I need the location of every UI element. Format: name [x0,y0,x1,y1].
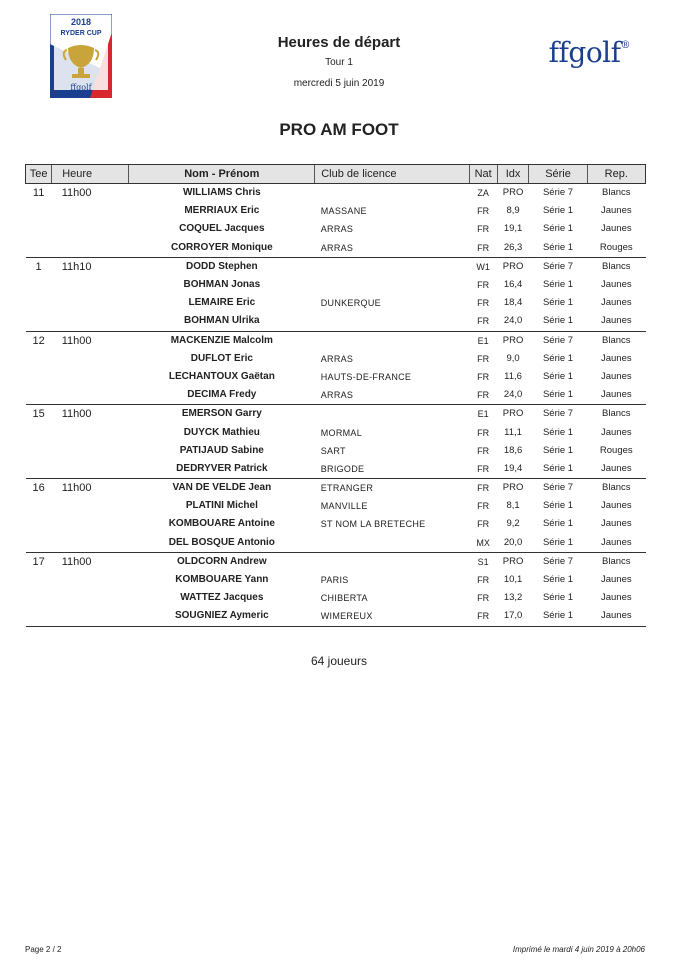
cell-rep: Blancs [587,552,645,571]
cell-heure: 11h00 [52,479,129,498]
cell-serie: Série 1 [542,500,574,512]
cell-tee [26,571,52,589]
cell-club: HAUTS-DE-FRANCE [320,371,412,382]
registered-icon: ® [620,40,630,51]
ffgolf-logo [549,36,630,69]
cell-heure [52,239,129,258]
cell-serie: Série 7 [529,184,587,203]
cell-club [315,331,469,350]
cell-nat: FR [477,316,490,327]
cell-nat: FR [469,479,497,498]
cell-serie: Série 1 [542,592,574,604]
cell-idx: 9,2 [506,518,520,530]
cell-heure [52,515,129,533]
cell-name: BOHMAN Jonas [183,279,261,291]
table-row [26,368,646,386]
cell-name: VAN DE VELDE Jean [129,479,315,498]
cell-heure [52,202,129,220]
cell-serie: Série 1 [542,297,574,309]
cell-club: WIMEREUX [315,607,469,626]
cell-idx: 20,0 [503,536,523,548]
cell-rep: Rouges [599,444,633,456]
cell-club [315,184,469,203]
cell-name: DODD Stephen [129,257,315,276]
table-row [26,552,646,571]
cell-club: ARRAS [320,242,354,253]
cell-serie: Série 1 [542,389,574,401]
cell-name: PLATINI Michel [185,500,258,512]
cell-idx: 18,4 [503,297,523,309]
cell-serie: Série 1 [542,241,574,253]
cell-nat: FR [477,427,490,438]
cell-name: KOMBOUARE Yann [175,574,269,586]
table-row [26,331,646,350]
cell-serie: Série 1 [542,462,574,474]
cell-idx: 8,9 [506,205,520,217]
cell-nat: E1 [469,405,497,424]
logo-event: RYDER CUP [60,30,102,37]
cell-serie: Série 7 [529,479,587,498]
cell-idx: 19,1 [503,223,523,235]
cell-rep: Blancs [587,405,645,424]
cell-nat: FR [477,593,490,604]
cell-serie: Série 1 [542,370,574,382]
cell-rep: Jaunes [600,205,632,217]
cell-rep: Blancs [587,479,645,498]
cell-name: BOHMAN Ulrika [184,315,260,327]
cell-nat: FR [477,206,490,217]
cell-nat: FR [477,501,490,512]
cell-name: LEMAIRE Eric [188,297,256,309]
cell-nat: FR [477,242,490,253]
cell-name: PATIJAUD Sabine [179,444,264,456]
cell-rep: Jaunes [600,574,632,586]
cell-nat: FR [477,371,490,382]
cell-heure [52,534,129,553]
col-header-rep: Rep. [587,165,645,184]
cell-tee: 15 [26,405,52,424]
cell-nat: FR [477,575,490,586]
cell-serie: Série 7 [529,552,587,571]
col-header-heure: Heure [52,165,129,184]
cell-heure [52,368,129,386]
cell-club: ETRANGER [315,479,469,498]
cell-nat: FR [469,607,497,626]
cell-idx: 26,3 [503,241,523,253]
cell-idx: PRO [497,331,529,350]
cell-tee [26,607,52,626]
cell-tee [26,515,52,533]
cell-nat: W1 [469,257,497,276]
start-times-table [25,164,646,627]
cell-name: WILLIAMS Chris [129,184,315,203]
cell-rep: Jaunes [600,352,632,364]
cell-club [315,405,469,424]
cell-tee [26,276,52,294]
cell-serie: Série 7 [529,257,587,276]
cell-heure: 11h00 [52,552,129,571]
logo-year: 2018 [70,17,92,27]
cell-serie: Série 1 [529,607,587,626]
cell-club: MASSANE [320,206,367,217]
cell-serie: Série 1 [542,426,574,438]
cell-name: MERRIAUX Eric [184,205,260,217]
cell-tee: 11 [26,184,52,203]
player-total: 64 joueurs [310,654,368,668]
cell-serie: Série 1 [542,444,574,456]
cell-name: MACKENZIE Malcolm [129,331,315,350]
cell-club [315,534,469,553]
table-row [26,589,646,607]
cell-heure: 11h00 [52,405,129,424]
col-header-tee: Tee [26,165,52,184]
cell-rep: Rouges [599,241,633,253]
cell-rep: Jaunes [600,223,632,235]
cell-serie: Série 1 [542,279,574,291]
cell-club: BRIGODE [320,463,365,474]
cell-heure: 11h00 [52,184,129,203]
cell-idx: 9,0 [506,352,520,364]
cell-serie: Série 1 [542,574,574,586]
page-title: Heures de départ [277,34,401,51]
col-header-idx: Idx [497,165,529,184]
col-header-name: Nom - Prénom [129,165,315,184]
table-row [26,312,646,331]
cell-heure [52,607,129,626]
cell-tee [26,239,52,258]
col-header-nat: Nat [469,165,497,184]
cell-serie: Série 7 [529,331,587,350]
cell-tee [26,220,52,238]
cell-club: ARRAS [320,353,354,364]
cell-rep: Jaunes [600,518,632,530]
cell-club [315,312,469,331]
table-row [26,257,646,276]
cell-heure [52,497,129,515]
cell-heure: 11h10 [52,257,129,276]
table-row [26,350,646,368]
cell-serie: Série 1 [542,518,574,530]
cell-heure [52,350,129,368]
table-row [26,276,646,294]
cell-idx: 19,4 [503,462,523,474]
table-row [26,442,646,460]
cell-heure [52,294,129,312]
print-timestamp: Imprimé le mardi 4 juin 2019 à 20h06 [512,945,645,954]
cell-rep: Blancs [587,257,645,276]
cell-nat: FR [477,298,490,309]
cell-nat: FR [477,445,490,456]
cell-tee: 1 [26,257,52,276]
cell-tee [26,312,52,331]
cell-club: ST NOM LA BRETECHE [320,519,426,530]
cell-name: LECHANTOUX Gaëtan [168,370,275,382]
table-row [26,460,646,479]
table-row [26,220,646,238]
table-row [26,239,646,258]
cell-heure [52,423,129,441]
cell-idx: 18,6 [503,444,523,456]
cell-name: DEL BOSQUE Antonio [168,536,275,548]
table-row [26,534,646,553]
date-label: mercredi 5 juin 2019 [293,78,385,89]
page-number: Page 2 / 2 [25,945,62,954]
cell-rep: Jaunes [600,462,632,474]
cell-heure [52,589,129,607]
cell-tee [26,368,52,386]
cell-idx: 11,1 [504,426,522,438]
table-header [26,165,646,184]
cell-tee [26,442,52,460]
cell-serie: Série 1 [542,536,574,548]
cell-nat: S1 [469,552,497,571]
table-row [26,202,646,220]
cell-nat: FR [477,463,490,474]
table-row [26,294,646,312]
cell-rep: Blancs [587,331,645,350]
cell-nat: E1 [469,331,497,350]
cell-rep: Jaunes [600,426,632,438]
cell-serie: Série 1 [542,205,574,217]
cell-idx: 8,1 [506,500,520,512]
cell-serie: Série 1 [542,223,574,235]
event-title: PRO AM FOOT [279,120,399,139]
table-row [26,423,646,441]
cell-heure [52,386,129,405]
cell-name: EMERSON Garry [129,405,315,424]
cell-heure [52,312,129,331]
cell-club: CHIBERTA [320,593,368,604]
cell-tee: 16 [26,479,52,498]
cell-club: SART [320,445,346,456]
logo-federation: ffgolf [70,83,92,92]
cell-club: MORMAL [320,427,363,438]
cell-club [315,257,469,276]
cell-idx: 16,4 [503,279,523,291]
table-row [26,405,646,424]
cell-club: PARIS [320,575,349,586]
cell-rep: Jaunes [587,607,645,626]
cell-tee [26,350,52,368]
cell-name: DEDRYVER Patrick [176,462,268,474]
cell-rep: Jaunes [600,500,632,512]
cell-idx: PRO [497,184,529,203]
cell-heure: 11h00 [52,331,129,350]
cell-rep: Jaunes [600,536,632,548]
cell-idx: 11,6 [504,370,522,382]
cell-serie: Série 1 [542,352,574,364]
cell-idx: 10,1 [503,574,523,586]
cell-heure [52,460,129,479]
cell-club: ARRAS [320,224,354,235]
cell-club [315,276,469,294]
cell-rep: Jaunes [600,389,632,401]
cell-heure [52,276,129,294]
cell-idx: PRO [497,479,529,498]
cell-name: CORROYER Monique [171,241,273,253]
round-label: Tour 1 [325,57,353,68]
table-row [26,515,646,533]
col-header-serie: Série [529,165,587,184]
cell-name: SOUGNIEZ Aymeric [129,607,315,626]
cell-tee [26,386,52,405]
cell-nat: FR [477,519,490,530]
cell-idx: 24,0 [503,315,523,327]
table-row [26,607,646,626]
cell-heure [52,220,129,238]
cell-rep: Jaunes [600,315,632,327]
cell-tee [26,294,52,312]
cell-rep: Jaunes [600,592,632,604]
cell-idx: 17,0 [497,607,529,626]
cell-club: DUNKERQUE [320,298,381,309]
cell-name: KOMBOUARE Antoine [168,518,275,530]
cell-idx: 24,0 [503,389,523,401]
cell-tee [26,497,52,515]
cell-heure [52,571,129,589]
table-row [26,571,646,589]
cell-idx: PRO [497,257,529,276]
table-row [26,184,646,203]
cell-tee [26,202,52,220]
cell-rep: Jaunes [600,297,632,309]
cell-nat: MX [476,537,490,548]
cell-name: OLDCORN Andrew [129,552,315,571]
cell-nat: ZA [469,184,497,203]
cell-rep: Jaunes [600,279,632,291]
table-row [26,386,646,405]
cell-club [315,552,469,571]
cell-tee [26,589,52,607]
cell-tee: 12 [26,331,52,350]
cell-name: DECIMA Fredy [187,389,257,401]
cell-tee [26,423,52,441]
cell-tee [26,534,52,553]
cell-nat: FR [477,353,490,364]
cell-name: DUFLOT Eric [190,352,253,364]
cell-name: COQUEL Jacques [179,223,265,235]
table-body [26,184,646,627]
cell-heure [52,442,129,460]
cell-rep: Jaunes [600,370,632,382]
cell-serie: Série 7 [529,405,587,424]
table-row [26,479,646,498]
table-row [26,497,646,515]
cell-idx: PRO [497,552,529,571]
cell-nat: FR [477,280,490,291]
cell-nat: FR [477,390,490,401]
cell-idx: PRO [497,405,529,424]
cell-tee [26,460,52,479]
cell-nat: FR [477,224,490,235]
cell-club: ARRAS [320,390,354,401]
cell-tee: 17 [26,552,52,571]
cell-name: WATTEZ Jacques [180,592,264,604]
cell-name: DUYCK Mathieu [183,426,260,438]
cell-serie: Série 1 [542,315,574,327]
brand-text: ffgolf [548,36,621,69]
col-header-club: Club de licence [315,165,469,184]
cell-idx: 13,2 [503,592,523,604]
cell-rep: Blancs [587,184,645,203]
cell-club: MANVILLE [320,501,368,512]
